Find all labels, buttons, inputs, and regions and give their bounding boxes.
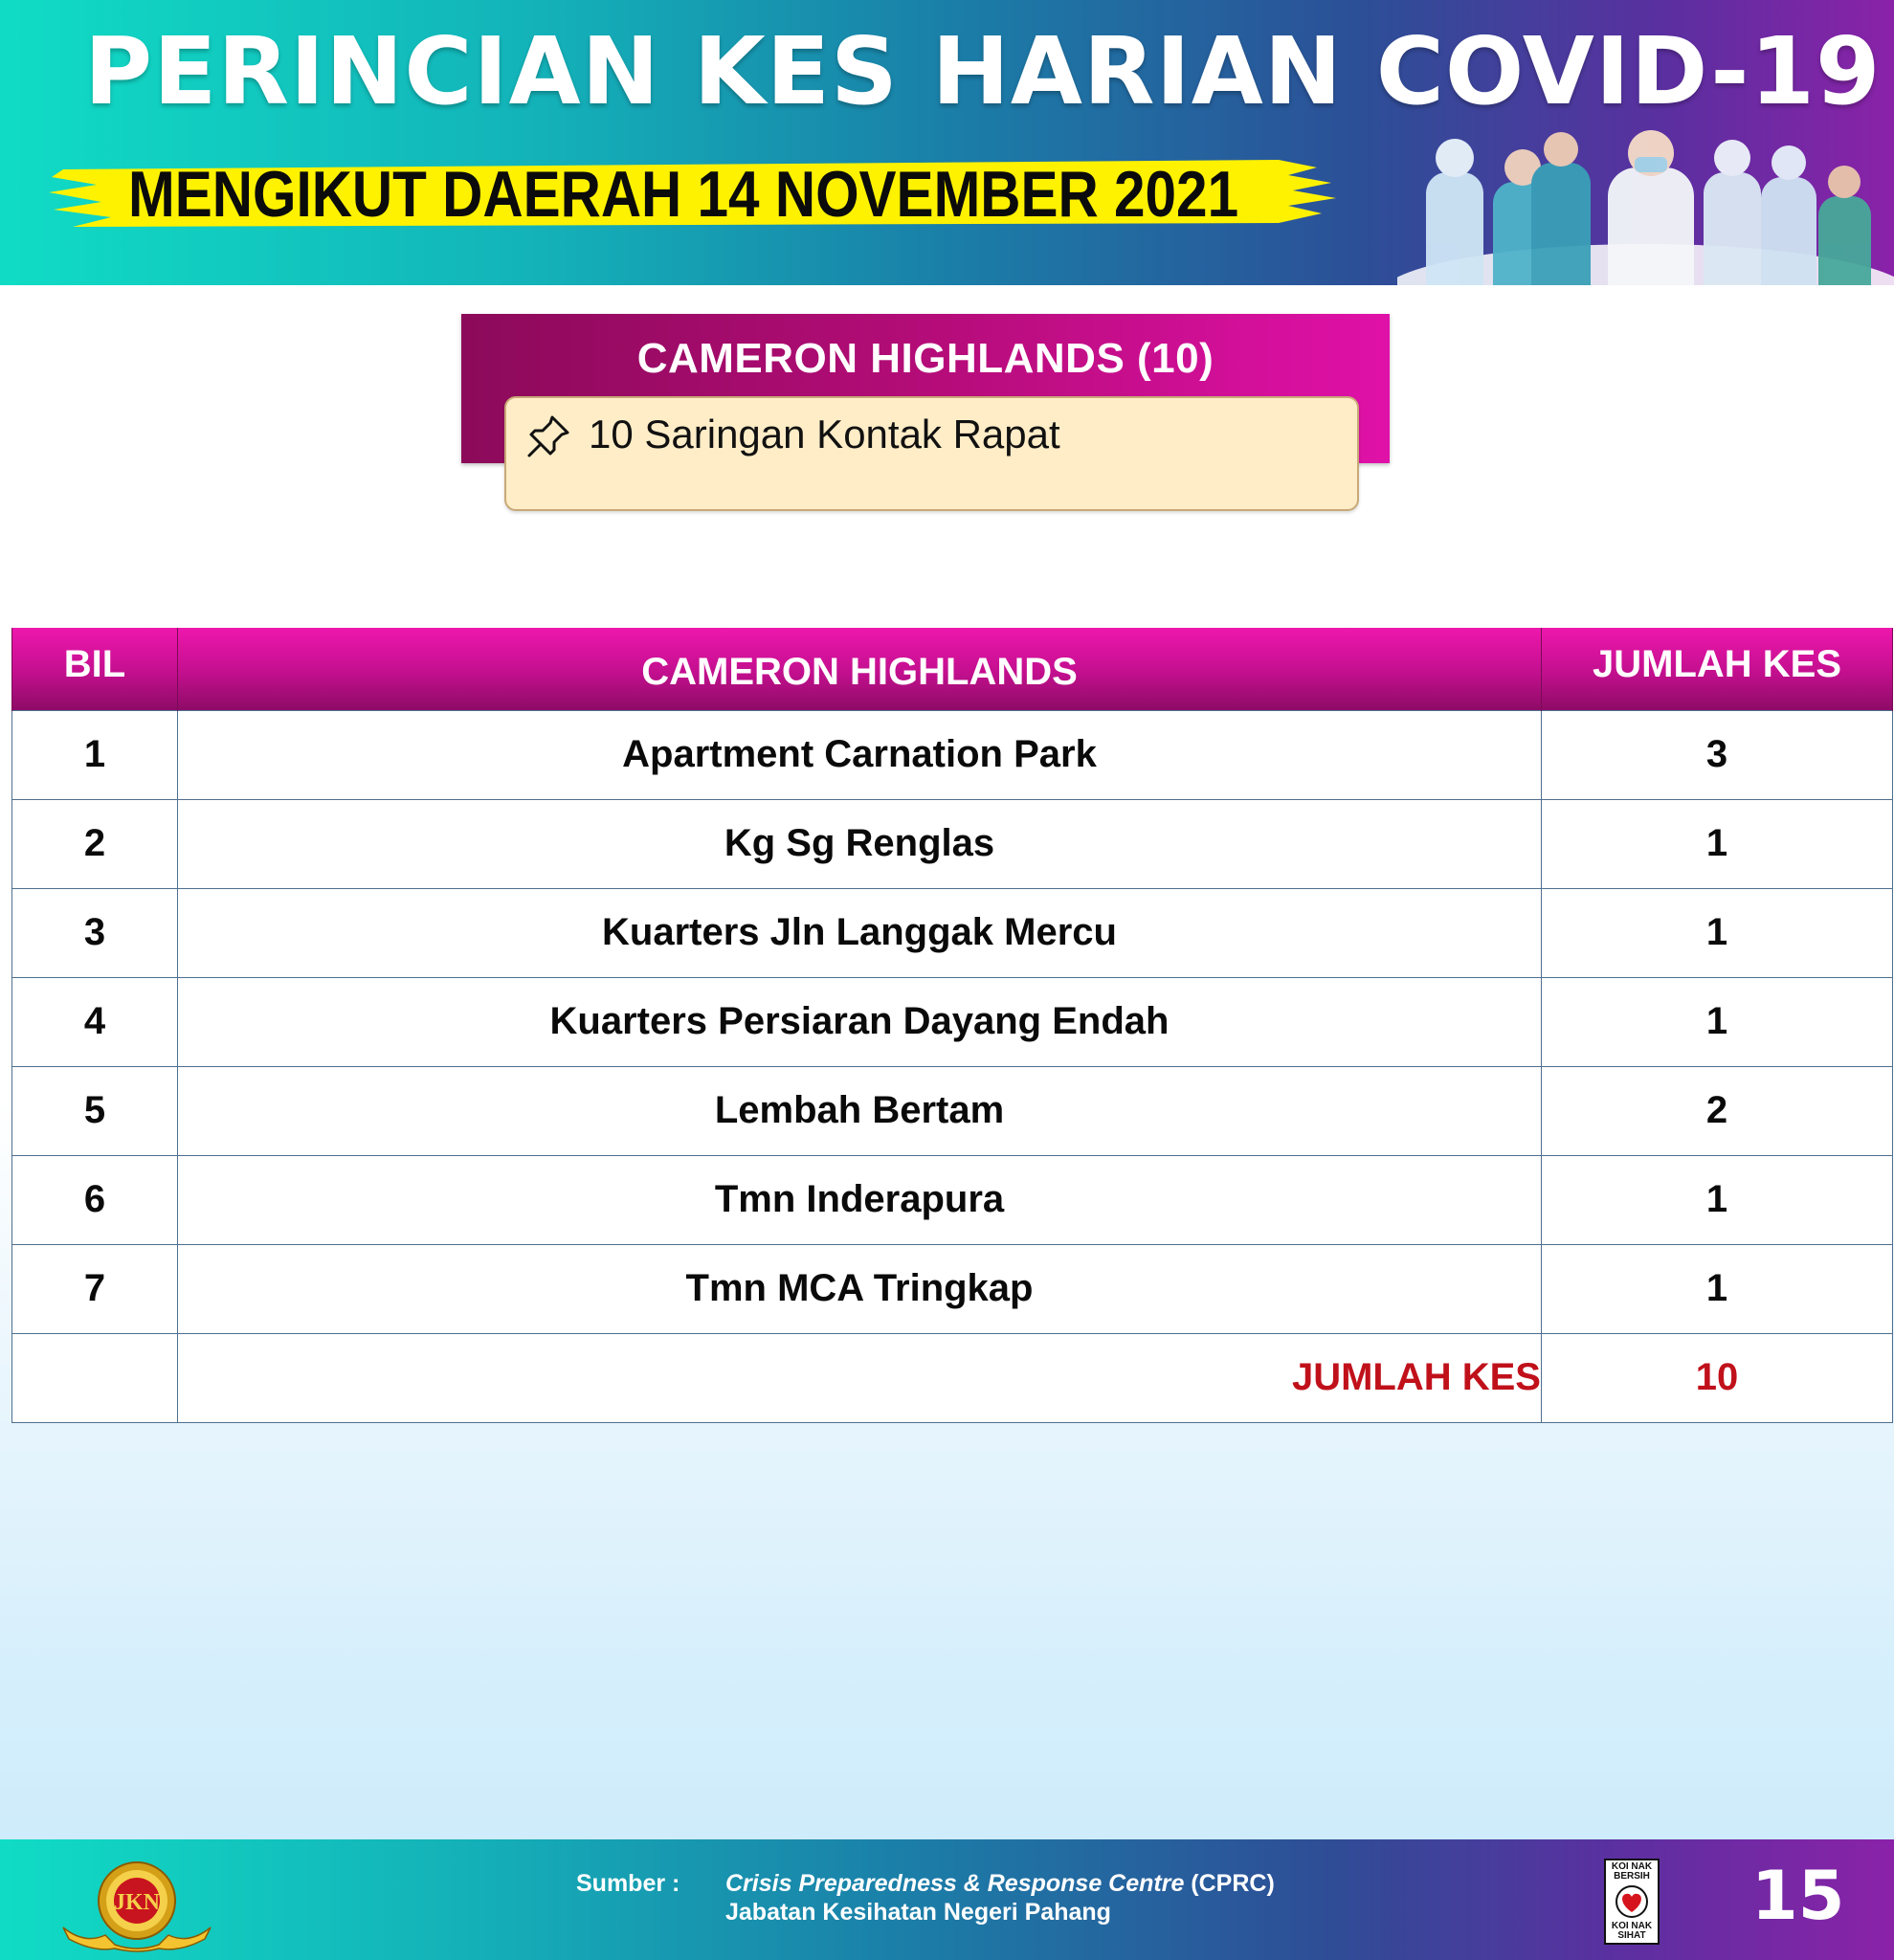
row-cases: 2 <box>1542 1066 1893 1155</box>
row-cases: 1 <box>1542 1155 1893 1244</box>
source-org-abbr: (CPRC) <box>1184 1870 1275 1897</box>
total-label: JUMLAH KES <box>178 1333 1542 1422</box>
row-bil: 1 <box>12 710 178 799</box>
header-bil: BIL <box>12 628 178 710</box>
jkn-logo <box>56 1853 218 1952</box>
table-row <box>12 977 1893 1066</box>
row-location: Apartment Carnation Park <box>178 710 1542 799</box>
row-cases: 1 <box>1542 1244 1893 1333</box>
table-row <box>12 799 1893 888</box>
row-location: Tmn MCA Tringkap <box>178 1244 1542 1333</box>
table-row <box>12 710 1893 799</box>
row-location: Kg Sg Renglas <box>178 799 1542 888</box>
header-location: CAMERON HIGHLANDS <box>178 628 1542 710</box>
koi-nak-sihat-logo <box>1604 1859 1660 1945</box>
row-bil: 3 <box>12 888 178 977</box>
pin-icon <box>524 412 573 461</box>
row-bil: 7 <box>12 1244 178 1333</box>
page-number: 15 <box>1751 1857 1845 1935</box>
cases-table-container <box>11 628 1892 1423</box>
page-title: PERINCIAN KES HARIAN COVID-19 <box>84 17 1882 125</box>
row-bil: 6 <box>12 1155 178 1244</box>
row-location: Lembah Bertam <box>178 1066 1542 1155</box>
source-line-1 <box>725 1870 1275 1898</box>
source-label: Sumber : <box>576 1870 680 1897</box>
healthcare-workers-illustration <box>1397 115 1894 285</box>
header-banner <box>0 0 1894 285</box>
row-location: Kuarters Persiaran Dayang Endah <box>178 977 1542 1066</box>
row-bil: 5 <box>12 1066 178 1155</box>
row-location: Tmn Inderapura <box>178 1155 1542 1244</box>
source-line-2: Jabatan Kesihatan Negeri Pahang <box>725 1899 1111 1926</box>
page-subtitle: MENGIKUT DAERAH 14 NOVEMBER 2021 <box>128 158 1239 231</box>
koi-logo-top-text: KOI NAK BERSIH <box>1611 1861 1653 1882</box>
jkn-logo-text: JKN <box>114 1890 160 1915</box>
koi-logo-bottom-text: KOI NAK SIHAT <box>1611 1921 1653 1941</box>
row-location: Kuarters Jln Langgak Mercu <box>178 888 1542 977</box>
table-total-row <box>12 1333 1893 1422</box>
header-cases: JUMLAH KES <box>1542 628 1893 710</box>
case-note-box <box>504 396 1359 511</box>
source-org-name: Crisis Preparedness & Response Centre <box>725 1870 1185 1897</box>
table-row <box>12 1244 1893 1333</box>
table-header-row <box>12 628 1893 710</box>
row-cases: 1 <box>1542 888 1893 977</box>
row-cases: 1 <box>1542 799 1893 888</box>
row-cases: 1 <box>1542 977 1893 1066</box>
heart-icon <box>1615 1885 1649 1918</box>
table-row <box>12 1066 1893 1155</box>
cases-table <box>11 628 1893 1423</box>
district-title: CAMERON HIGHLANDS (10) <box>636 335 1214 382</box>
table-row <box>12 888 1893 977</box>
total-empty-cell <box>12 1333 178 1422</box>
case-note-text: 10 Saringan Kontak Rapat <box>589 412 1060 457</box>
table-row <box>12 1155 1893 1244</box>
footer-banner <box>0 1839 1894 1960</box>
total-value: 10 <box>1542 1333 1893 1422</box>
row-cases: 3 <box>1542 710 1893 799</box>
row-bil: 2 <box>12 799 178 888</box>
row-bil: 4 <box>12 977 178 1066</box>
